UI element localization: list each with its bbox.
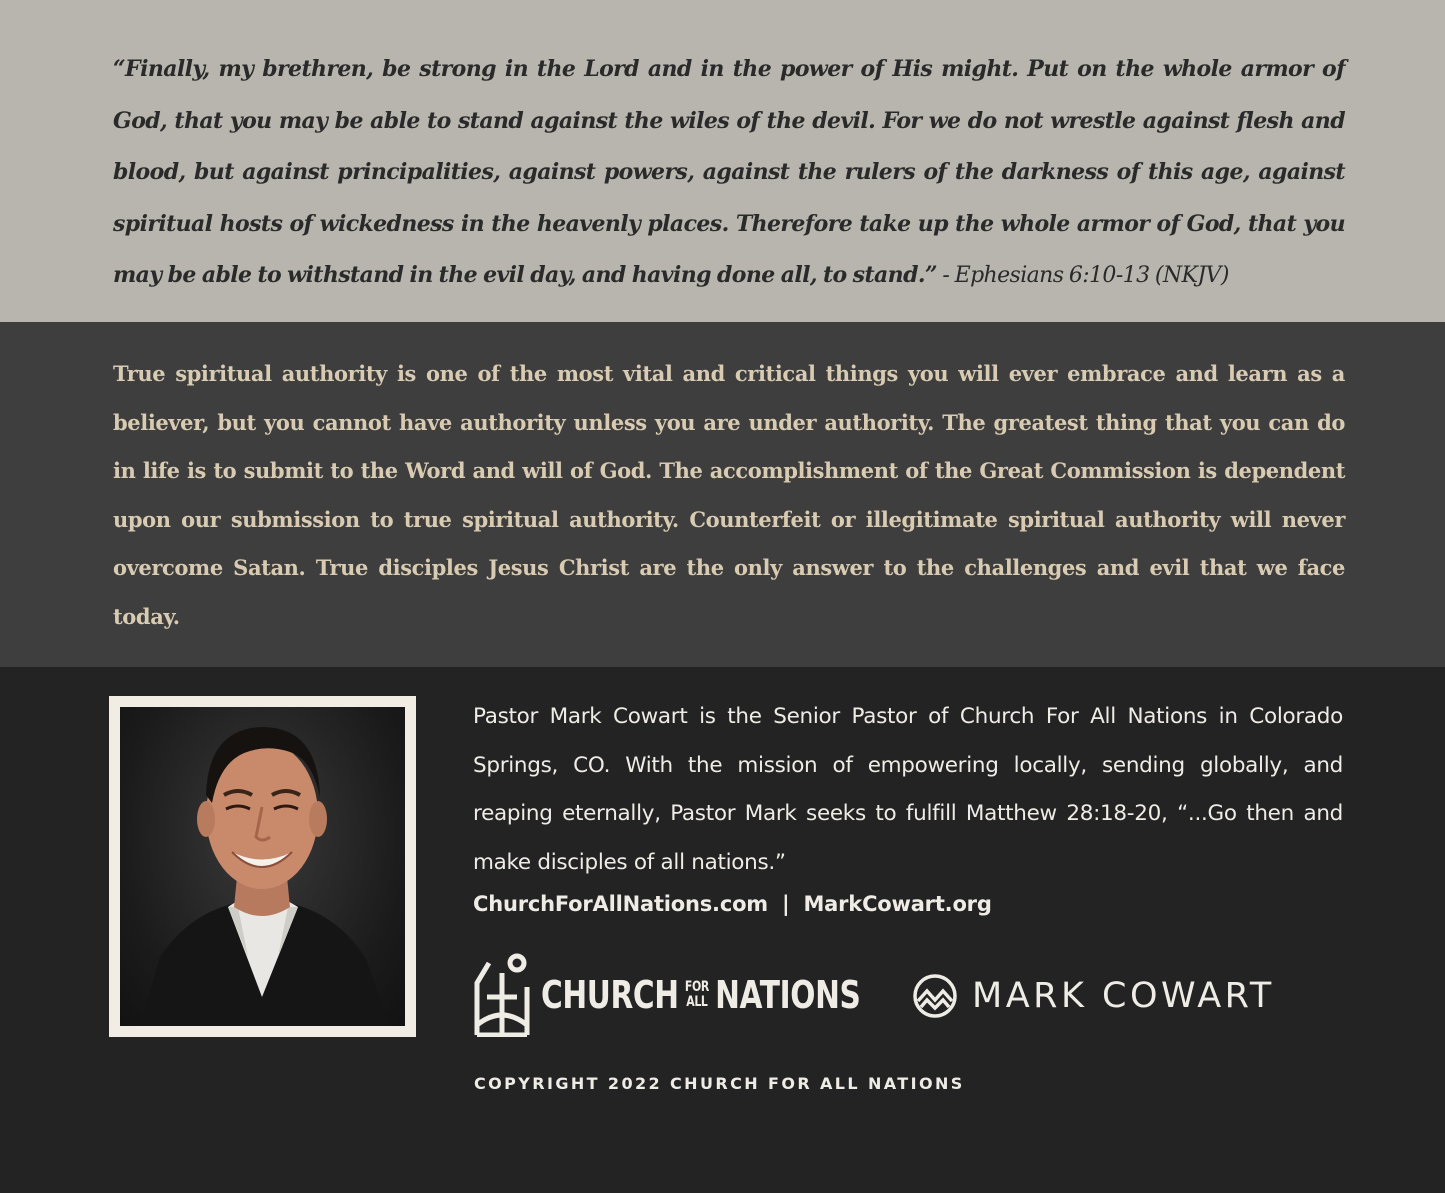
- church-cross-icon: [473, 953, 531, 1037]
- mountain-circle-icon: [912, 973, 958, 1019]
- spiritual-authority-section: [0, 322, 1445, 667]
- scripture-quote-text: “Finally, my brethren, be strong in the Lord and in the power of His might. Put on the whole armor of God, that you may be able to stand against the wiles of the devil. For we do not wrestle against flesh and blood, but against principalities, against powers, against the rulers of the darkness of this age, against spiritual hosts of wickedness in the heavenly places. Therefore take up the whole armor of God, that you may be able to withstand in the evil day, and having done all, to stand.”: [113, 56, 1345, 288]
- scripture-reference: - Ephesians 6:10-13 (NKJV): [936, 263, 1229, 288]
- mark-cowart-wordmark: MARK COWART: [972, 976, 1275, 1016]
- author-bio-section: [0, 667, 1445, 1193]
- author-photo-frame: [109, 696, 416, 1037]
- author-portrait-illustration: [120, 707, 405, 1026]
- logo-word-for: FOR: [684, 978, 709, 995]
- church-for-all-nations-logo: [473, 953, 951, 1037]
- logo-word-church: CHURCH: [541, 973, 679, 1017]
- logo-for-all: [685, 980, 709, 1010]
- mark-cowart-logo: [912, 972, 1275, 1020]
- website-links: [473, 892, 992, 916]
- copyright-notice: COPYRIGHT 2022 CHURCH FOR ALL NATIONS: [474, 1074, 965, 1093]
- author-bio-paragraph: Pastor Mark Cowart is the Senior Pastor of Church For All Nations in Colorado Springs, CO. With the mission of empowering locally, sending globally, and reaping eternally, Pastor Mark seeks to fulfill Matthew 28:18-20, “...Go then and make disciples of all nations.”: [473, 704, 1343, 875]
- scripture-quote: [113, 44, 1345, 302]
- pastor-website-link[interactable]: MarkCowart.org: [803, 892, 992, 916]
- logo-word-all: ALL: [686, 993, 708, 1010]
- link-separator: |: [782, 892, 790, 916]
- church-website-link[interactable]: ChurchForAllNations.com: [473, 892, 768, 916]
- logo-word-nations: NATIONS: [715, 973, 861, 1017]
- spiritual-authority-paragraph: True spiritual authority is one of the most vital and critical things you will ever embrace and learn as a believer, but you cannot have authority unless you are under authority. The greatest thing that you can do in life is to submit to the Word and will of God. The accomplishment of the Great Commission is dependent upon our submission to true spiritual authority. Counterfeit or illegitimate spiritual authority will never overcome Satan. True disciples Jesus Christ are the only answer to the challenges and evil that we face today.: [113, 361, 1345, 629]
- author-photo: [120, 707, 405, 1026]
- church-for-all-nations-wordmark: [541, 973, 861, 1017]
- scripture-quote-section: [0, 0, 1445, 322]
